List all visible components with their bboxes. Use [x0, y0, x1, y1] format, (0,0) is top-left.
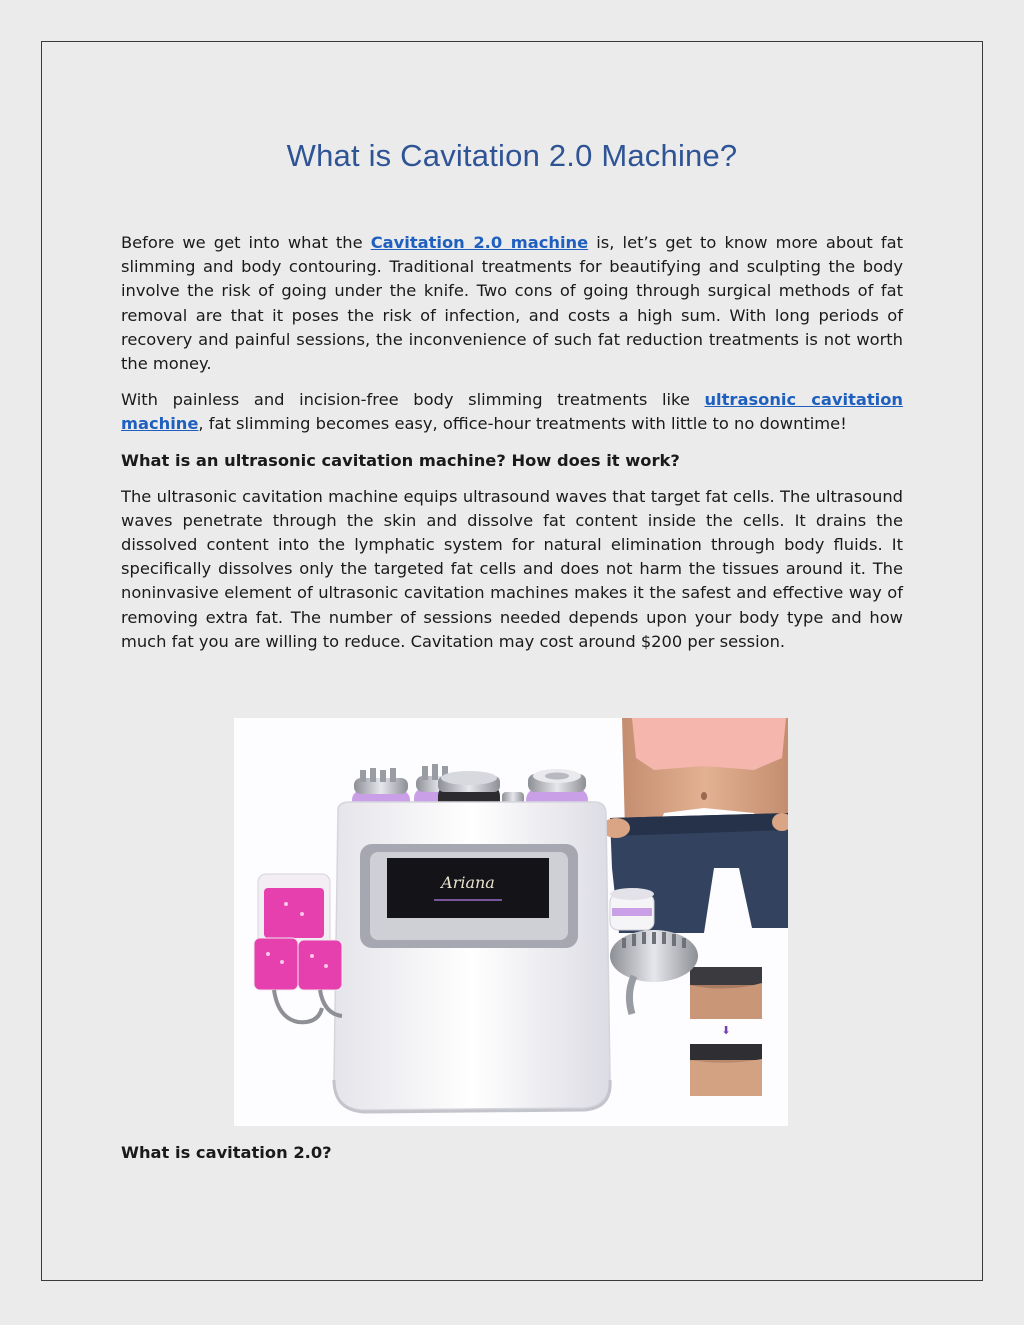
- ultrasonic-cavitation-link[interactable]: ultrasonic cavitation machine: [121, 390, 903, 434]
- before-after-photos: [690, 967, 762, 1096]
- cavitation-machine-illustration: [234, 718, 788, 1126]
- cavitation-2-link[interactable]: Cavitation 2.0 machine: [370, 233, 589, 252]
- section-heading-ultrasonic: What is an ultrasonic cavitation machine? How does it work?: [121, 450, 680, 470]
- arrow-down-icon: ⬇: [721, 1024, 731, 1037]
- intro-text-before-link: Before we get into what the: [121, 233, 371, 252]
- article-body: [121, 231, 903, 666]
- second-text-after-link: , fat slimming becomes easy, office-hour treatments with little to no downtime!: [198, 414, 847, 434]
- page-title: What is Cavitation 2.0 Machine?: [286, 138, 738, 173]
- intro-paragraph: [121, 231, 903, 376]
- section-heading-cavitation-2: What is cavitation 2.0?: [121, 1143, 332, 1162]
- screen-brand-label: Ariana: [441, 873, 495, 892]
- lipo-laser-pads: [254, 874, 342, 1022]
- ultrasonic-explanation-paragraph: The ultrasonic cavitation machine equips ultrasound waves that target fat cells. The ultrasound waves penetrate through the skin and dissolve fat content inside the cells. It drains the dissolved content into the lymphatic system for natural elimination through body fluids. It specifically dissolves only the targeted fat cells and does not harm the tissues around it. The noninvasive element of ultrasonic cavitation machines makes it the safest and effective way of removing extra fat. The number of sessions needed depends upon your body type and how much fat you are willing to reduce. Cavitation may cost around $200 per session.: [121, 486, 903, 651]
- intro-text-after-link: is, let’s get to know more about fat slimming and body contouring. Traditional treatments for beautifying and sculpting the body involve the risk of going under the knife. Two cons of going through surgical methods of fat removal are that it poses the risk of infection, and costs a high sum. With long periods of recovery and painful sessions, the inconvenience of such fat reduction treatments is not worth the money.: [121, 233, 903, 374]
- second-paragraph: [121, 388, 903, 436]
- second-text-before-link: With painless and incision-free body slimming treatments like: [121, 390, 705, 410]
- product-image: [234, 718, 788, 1126]
- machine-body: [334, 802, 610, 1112]
